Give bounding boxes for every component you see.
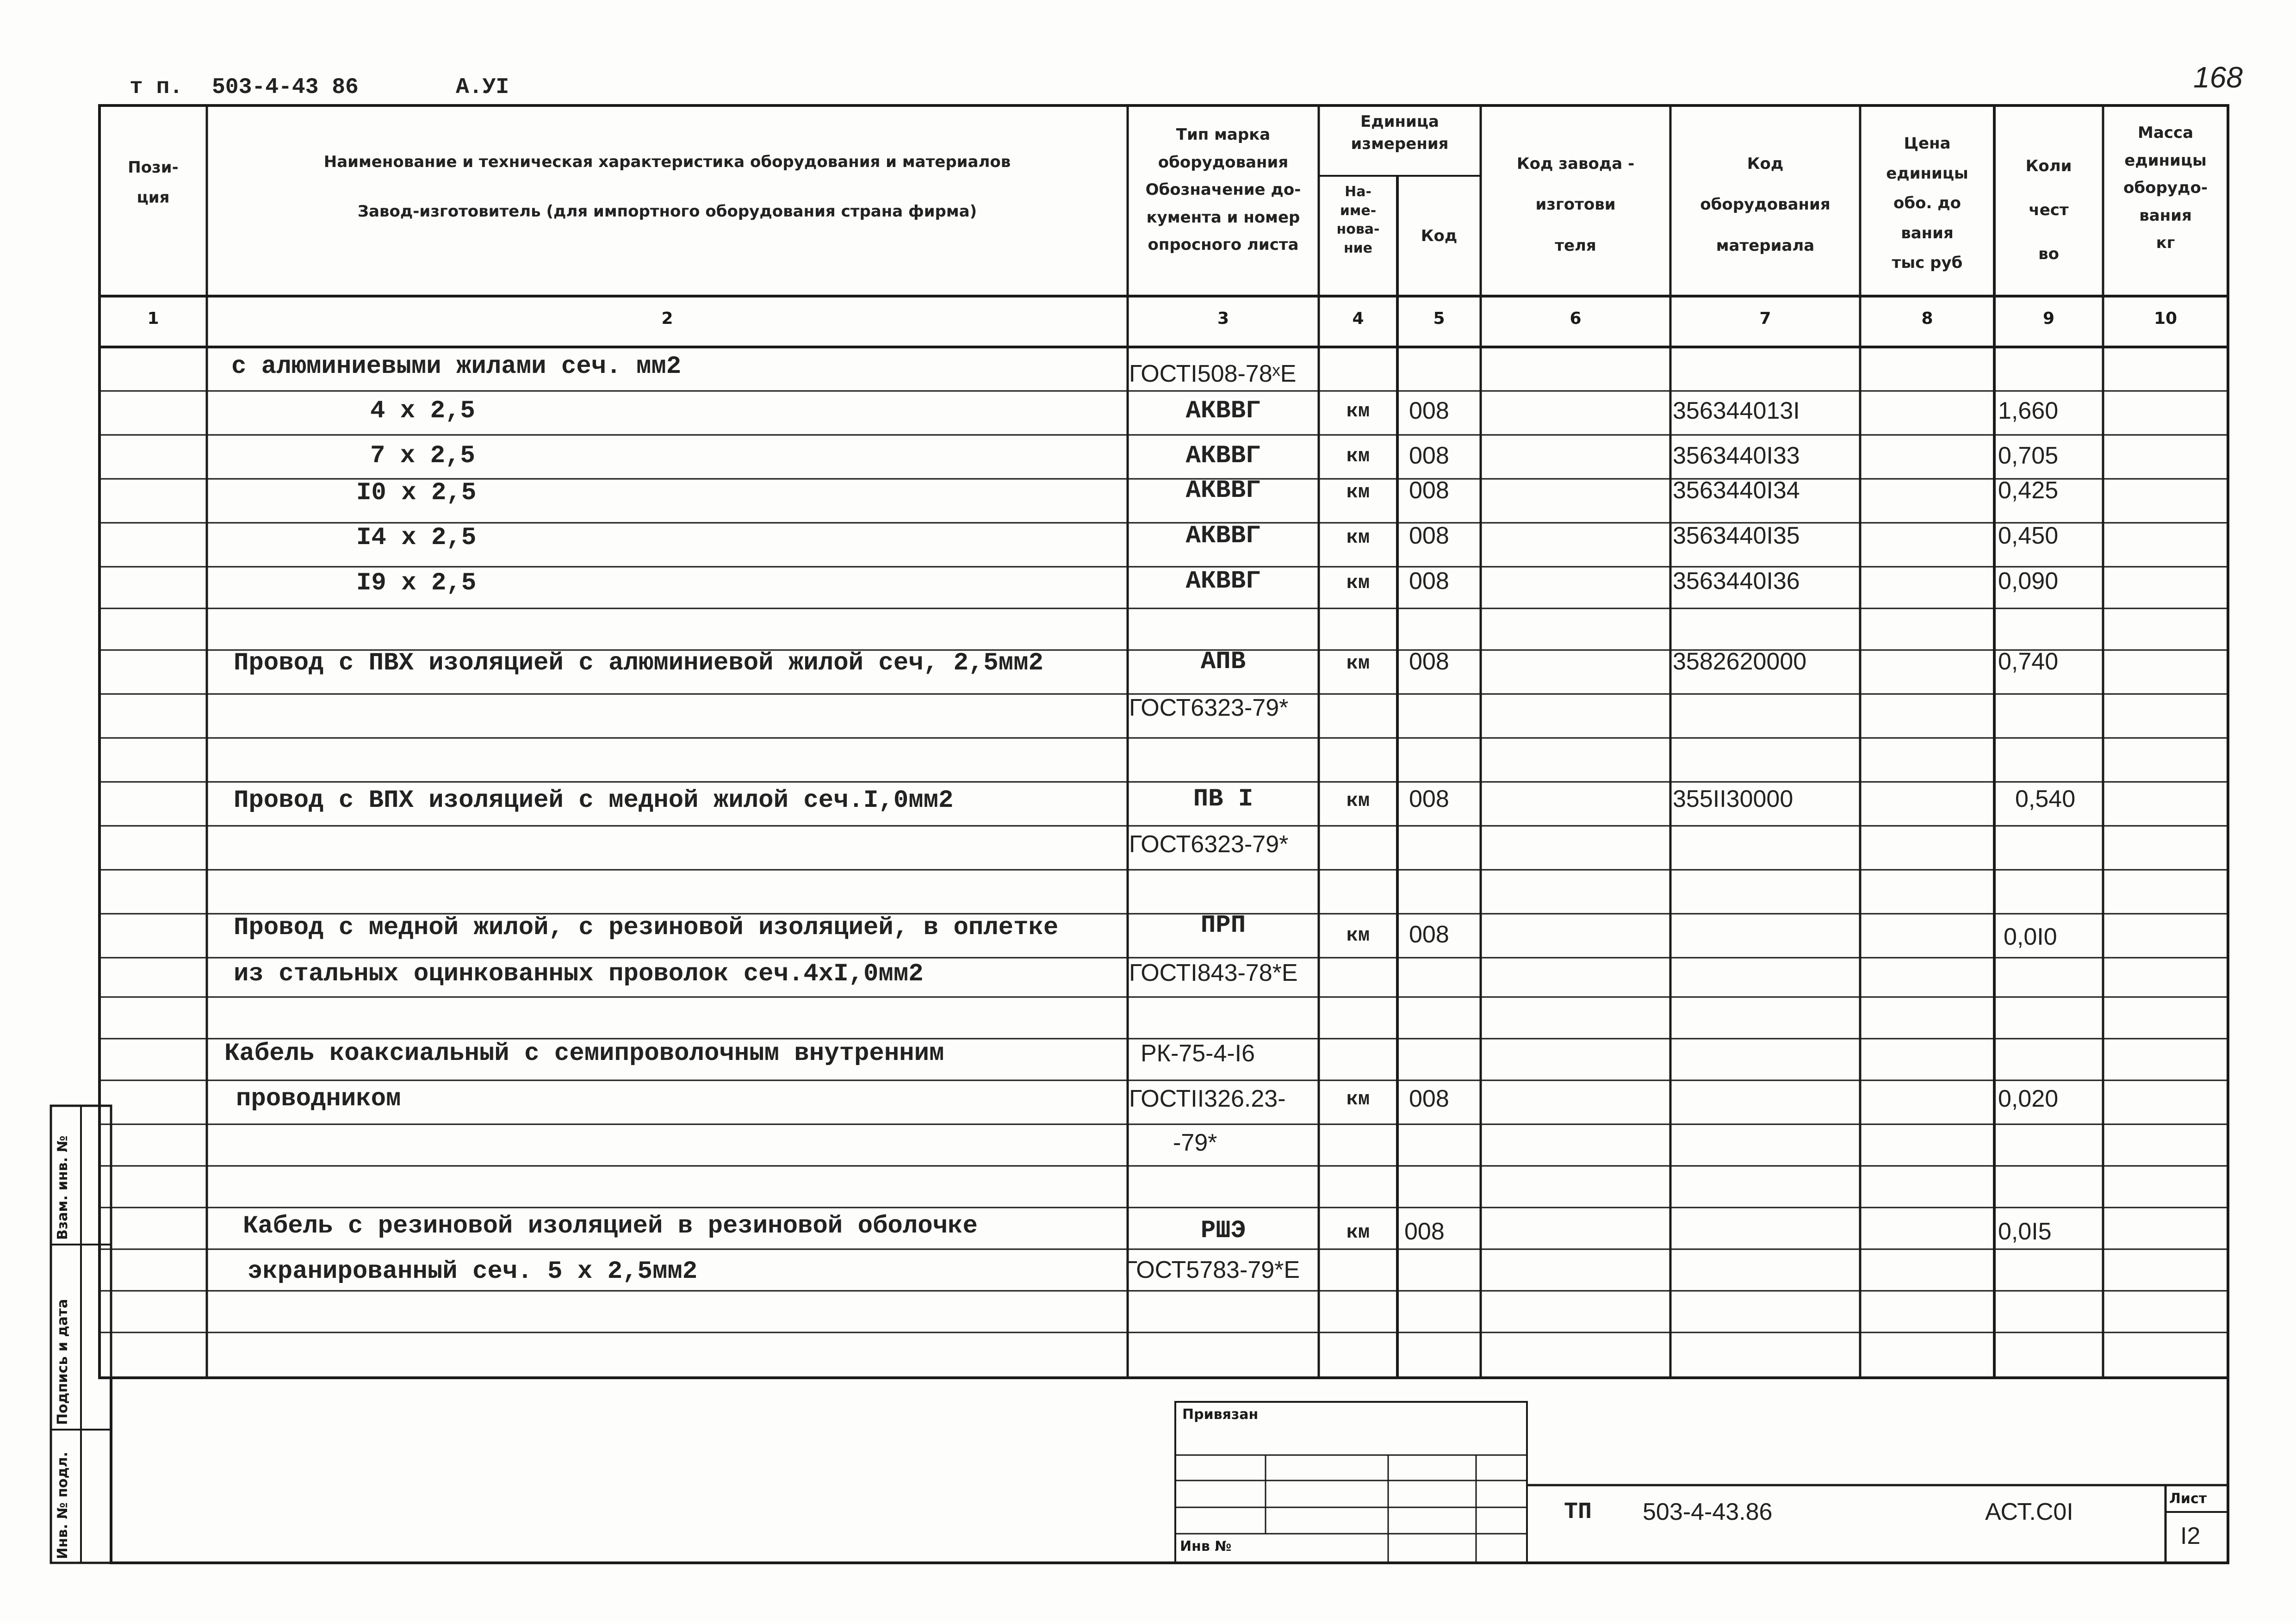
- row-10-qty: 0,0I0: [2004, 923, 2057, 950]
- row-16-name: экранированный сеч. 5 х 2,5мм2: [248, 1258, 698, 1286]
- row-15-type: РШЭ: [1200, 1217, 1246, 1245]
- row-13-code: 008: [1409, 1085, 1449, 1112]
- header-position: Пози- ция: [128, 158, 179, 207]
- doc-number: 503-4-43.86: [1643, 1499, 1773, 1525]
- row-1-code: 008: [1409, 397, 1449, 424]
- row-11-name: из стальных оцинкованных проволок сеч.4хI,0мм2: [234, 960, 924, 988]
- row-3-qty: 0,425: [1998, 477, 2059, 504]
- row-1-matcode: 356344013I: [1673, 397, 1800, 424]
- header-type: Тип марка оборудования Обозначение до- кумента и номер опросного листа: [1145, 125, 1301, 254]
- col-number-9: 9: [2042, 309, 2055, 328]
- header-name-line1: Наименование и техническая характеристика оборудования и материалов: [323, 153, 1011, 171]
- row-16-type: ГОСТ5783-79*E: [1124, 1257, 1300, 1283]
- row-10-type: ПРП: [1200, 911, 1246, 940]
- row-0-type: ГОСТI508-78ˣE: [1129, 360, 1297, 387]
- row-15-name: Кабель с резиновой изоляцией в резиновой оболочке: [243, 1212, 978, 1240]
- row-2-matcode: 3563440I33: [1673, 442, 1800, 469]
- series-label: т п.: [130, 75, 183, 100]
- row-6-unit: км: [1346, 652, 1370, 675]
- col-number-3: 3: [1217, 309, 1229, 328]
- row-10-unit: км: [1346, 924, 1370, 947]
- col-number-5: 5: [1433, 309, 1445, 328]
- header-quantity: Коли чест во: [2025, 157, 2072, 264]
- row-1-name: 4 х 2,5: [370, 397, 475, 425]
- row-2-type: АКВВГ: [1185, 442, 1261, 470]
- row-3-code: 008: [1409, 477, 1449, 504]
- row-0-name: с алюминиевыми жилами сеч. мм2: [231, 353, 682, 381]
- col-number-10: 10: [2153, 309, 2178, 328]
- row-15-unit: км: [1346, 1221, 1370, 1244]
- row-3-unit: км: [1346, 481, 1370, 503]
- col-number-8: 8: [1921, 309, 1933, 328]
- row-14-type: -79*: [1173, 1129, 1217, 1156]
- sheet-number: I2: [2180, 1523, 2201, 1549]
- row-12-type: РК-75-4-I6: [1141, 1040, 1255, 1067]
- header-mass: Масса единицы оборудо- вания кг: [2123, 124, 2208, 252]
- header-name-line2: Завод-изготовитель (для импортного оборудования страна фирма): [357, 202, 977, 221]
- header-unit-name: На- име- нова- ние: [1336, 184, 1380, 256]
- row-8-qty: 0,540: [2015, 786, 2076, 812]
- row-5-name: I9 х 2,5: [356, 569, 477, 597]
- row-6-qty: 0,740: [1998, 648, 2059, 675]
- row-6-matcode: 3582620000: [1673, 648, 1807, 675]
- col-number-7: 7: [1759, 309, 1771, 328]
- row-13-unit: км: [1346, 1088, 1370, 1110]
- doc-prefix: ТП: [1564, 1499, 1592, 1525]
- col-number-4: 4: [1352, 309, 1364, 328]
- row-2-qty: 0,705: [1998, 442, 2059, 469]
- header-unit-group: Единица измерения: [1351, 112, 1449, 153]
- header-unit-code: Код: [1421, 227, 1458, 245]
- row-7-type: ГОСТ6323-79*: [1129, 694, 1289, 721]
- row-4-type: АКВВГ: [1185, 522, 1261, 550]
- row-10-name: Провод с медной жилой, с резиновой изоляцией, в оплетке: [234, 914, 1059, 942]
- doc-code: АСТ.С0I: [1985, 1499, 2073, 1525]
- inv-label: Инв №: [1180, 1538, 1232, 1555]
- row-10-code: 008: [1409, 921, 1449, 948]
- row-2-unit: км: [1346, 445, 1370, 467]
- col-number-6: 6: [1570, 309, 1582, 328]
- row-15-qty: 0,0I5: [1998, 1218, 2052, 1245]
- row-2-code: 008: [1409, 442, 1449, 469]
- row-8-unit: км: [1346, 790, 1370, 812]
- side-vzam: Взам. инв. №: [55, 1135, 71, 1240]
- privyazan-label: Привязан: [1182, 1406, 1259, 1423]
- row-8-type: ПВ I: [1193, 785, 1253, 813]
- sheet-stamp-number: 168: [2193, 61, 2243, 94]
- row-1-qty: 1,660: [1998, 397, 2059, 424]
- row-4-name: I4 х 2,5: [356, 524, 477, 552]
- row-4-code: 008: [1409, 522, 1449, 549]
- row-13-type: ГОСТII326.23-: [1129, 1085, 1286, 1112]
- row-1-unit: км: [1346, 400, 1370, 422]
- row-4-unit: км: [1346, 527, 1370, 549]
- row-5-matcode: 3563440I36: [1673, 568, 1800, 595]
- row-3-matcode: 3563440I34: [1673, 477, 1800, 504]
- row-5-type: АКВВГ: [1185, 567, 1261, 595]
- row-2-name: 7 х 2,5: [370, 442, 475, 470]
- row-4-qty: 0,450: [1998, 522, 2059, 549]
- header-price: Цена единицы обо. до вания тыс руб: [1886, 134, 1968, 273]
- row-4-matcode: 3563440I35: [1673, 522, 1800, 549]
- row-15-code: 008: [1404, 1218, 1445, 1245]
- row-13-qty: 0,020: [1998, 1085, 2059, 1112]
- side-inv-podl: Инв. № подл.: [55, 1451, 71, 1559]
- row-6-type: АПВ: [1200, 648, 1246, 676]
- header-factory-code: Код завода - изготови теля: [1516, 155, 1635, 255]
- sheet-label: Лист: [2169, 1491, 2207, 1507]
- row-8-name: Провод с ВПХ изоляцией с медной жилой сеч.I,0мм2: [234, 787, 954, 815]
- album-label: А.УI: [456, 75, 509, 100]
- row-9-type: ГОСТ6323-79*: [1129, 831, 1289, 858]
- header-equipment-code: Код оборудования материала: [1700, 155, 1831, 255]
- row-1-type: АКВВГ: [1185, 397, 1261, 425]
- side-podpis: Подпись и дата: [55, 1299, 71, 1425]
- row-8-code: 008: [1409, 786, 1449, 812]
- row-3-type: АКВВГ: [1185, 477, 1261, 505]
- col-number-1: 1: [147, 309, 159, 328]
- col-number-2: 2: [661, 309, 673, 328]
- row-6-code: 008: [1409, 648, 1449, 675]
- row-11-type: ГОСТI843-78*E: [1129, 960, 1298, 986]
- row-5-code: 008: [1409, 568, 1449, 595]
- row-3-name: I0 х 2,5: [356, 479, 477, 507]
- row-5-unit: км: [1346, 572, 1370, 594]
- row-13-name: проводником: [236, 1085, 401, 1113]
- row-8-matcode: 355II30000: [1673, 786, 1793, 812]
- project-number: 503-4-43 86: [212, 75, 359, 100]
- row-6-name: Провод с ПВХ изоляцией с алюминиевой жилой сеч, 2,5мм2: [234, 649, 1043, 677]
- row-12-name: Кабель коаксиальный с семипроволочным внутренним: [224, 1040, 944, 1068]
- row-5-qty: 0,090: [1998, 568, 2059, 595]
